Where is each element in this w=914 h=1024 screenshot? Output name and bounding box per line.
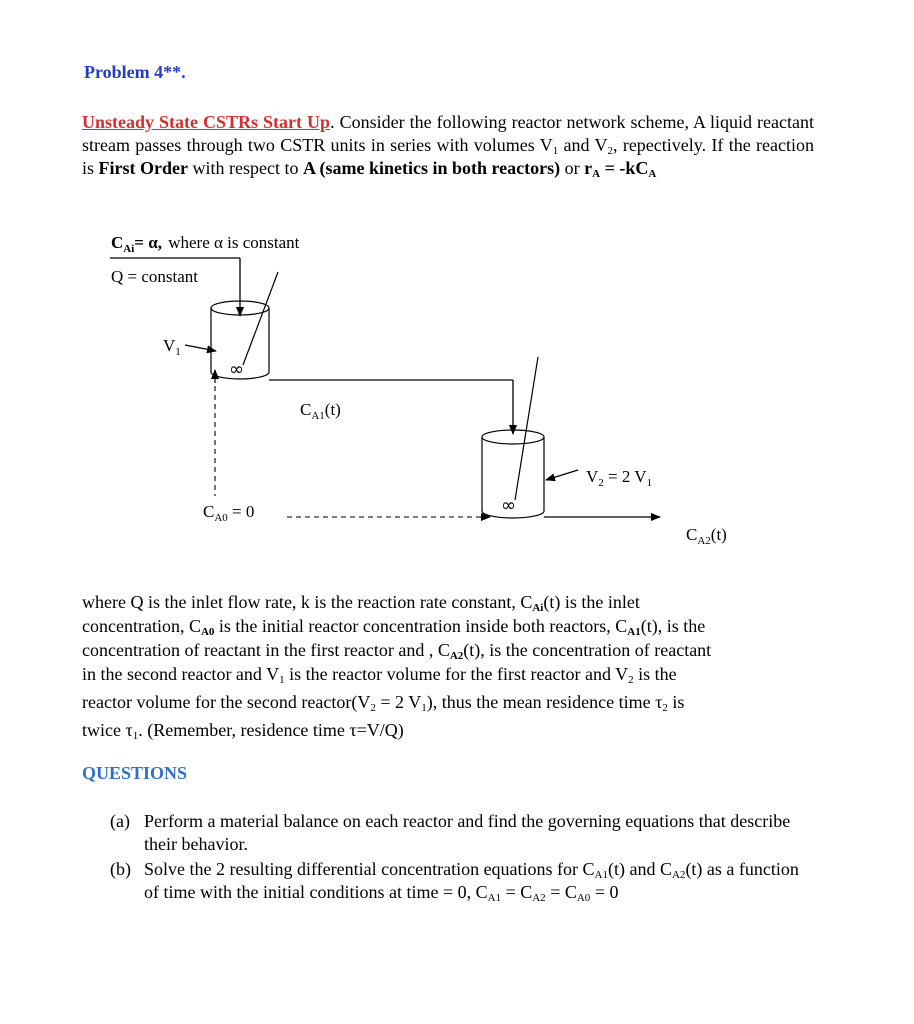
rate-law-mid: = -kC bbox=[600, 158, 649, 178]
description-line-4: in the second reactor and $V_1$ is the reactor volume for the first reactor and $V_2$ is the bbox=[82, 664, 677, 686]
ca1-label: $C_{A1}(t)$ bbox=[300, 400, 341, 422]
description-line-5: reactor volume for the second $reactor(V_2 = 2$ $V_1$), thus the mean residence time $\tau_2$ is bbox=[82, 692, 685, 714]
question-a-label: (a) bbox=[110, 811, 130, 831]
questions-heading: QUESTIONS bbox=[82, 763, 188, 783]
questions-list bbox=[110, 810, 810, 906]
description-line-1: where Q is the inlet flow rate, k is the reaction rate constant, $C_{Ai}(t)$ is the inlet bbox=[82, 592, 640, 614]
reactor-2-impeller-icon: ∞ bbox=[501, 495, 516, 516]
description-line-3: concentration of reactant in the first reactor and , $C_{A2}(t)$, is the concentration of reactant bbox=[82, 640, 712, 662]
problem-title: Problem 4**. bbox=[84, 62, 186, 82]
rate-law-sub-a: A bbox=[592, 168, 601, 180]
reactor-1-stirrer-shaft bbox=[243, 272, 278, 365]
description-line-6: twice $\tau_1$. (Remember, residence time τ=V/Q) bbox=[82, 720, 404, 742]
description-line-2: concentration, $C_{A0}$ is the initial reactor concentration inside both reactors, $C_{A1}(t)$, is the bbox=[82, 616, 706, 638]
rate-law-sub-a2: A bbox=[648, 168, 657, 180]
question-a bbox=[110, 810, 810, 856]
intro-text-3: , repectively. If the reaction is bbox=[82, 135, 814, 178]
v2-pointer bbox=[546, 470, 578, 480]
intro-sub-1: 1 bbox=[552, 145, 559, 157]
intro-text-4: with respect to bbox=[187, 158, 303, 178]
reactor-1-impeller-icon: ∞ bbox=[229, 359, 244, 380]
intro-text-1: . Consider the following reactor network scheme, A liquid reactant stream passes through two CSTR units in series with volumes V bbox=[82, 112, 815, 155]
description-paragraph bbox=[82, 590, 814, 742]
intro-same-kinetics: A (same kinetics in both reactors) bbox=[302, 158, 561, 178]
question-a-text: Perform a material balance on each reactor and find the governing equations that describe their behavior. bbox=[144, 811, 791, 854]
v2-label: $V_2 = 2$ $V_1$ bbox=[586, 467, 653, 489]
intro-text-2: and V bbox=[558, 135, 608, 155]
ca2-label: $C_{A2}(t)$ bbox=[686, 525, 727, 547]
question-b-text: Solve the 2 resulting differential concentration equations for $C_{A1}(t)$ and $C_{A2}(t)$ as a function of time with the initial conditions at time = 0, $C_{A1} = C_{A2} = C_{A0} = 0$ bbox=[144, 859, 799, 904]
intro-heading: Unsteady State CSTRs Start Up bbox=[82, 112, 331, 132]
question-b-label: (b) bbox=[110, 859, 131, 879]
flow-label: Q = constant bbox=[111, 267, 199, 286]
question-b bbox=[110, 858, 810, 904]
rate-law-lhs: r bbox=[584, 158, 593, 178]
ca0-label: $C_{A0} = 0$ bbox=[203, 502, 255, 524]
intro-text-5: or bbox=[560, 158, 585, 178]
intro-first-order: First Order bbox=[98, 158, 188, 178]
reactor-2-stirrer-shaft bbox=[515, 357, 538, 500]
v1-label: $V_1$ bbox=[163, 336, 181, 358]
inlet-concentration-label: $C_{Ai}= \alpha$, where α is constant bbox=[111, 233, 300, 255]
intro-sub-2: 2 bbox=[607, 145, 614, 157]
